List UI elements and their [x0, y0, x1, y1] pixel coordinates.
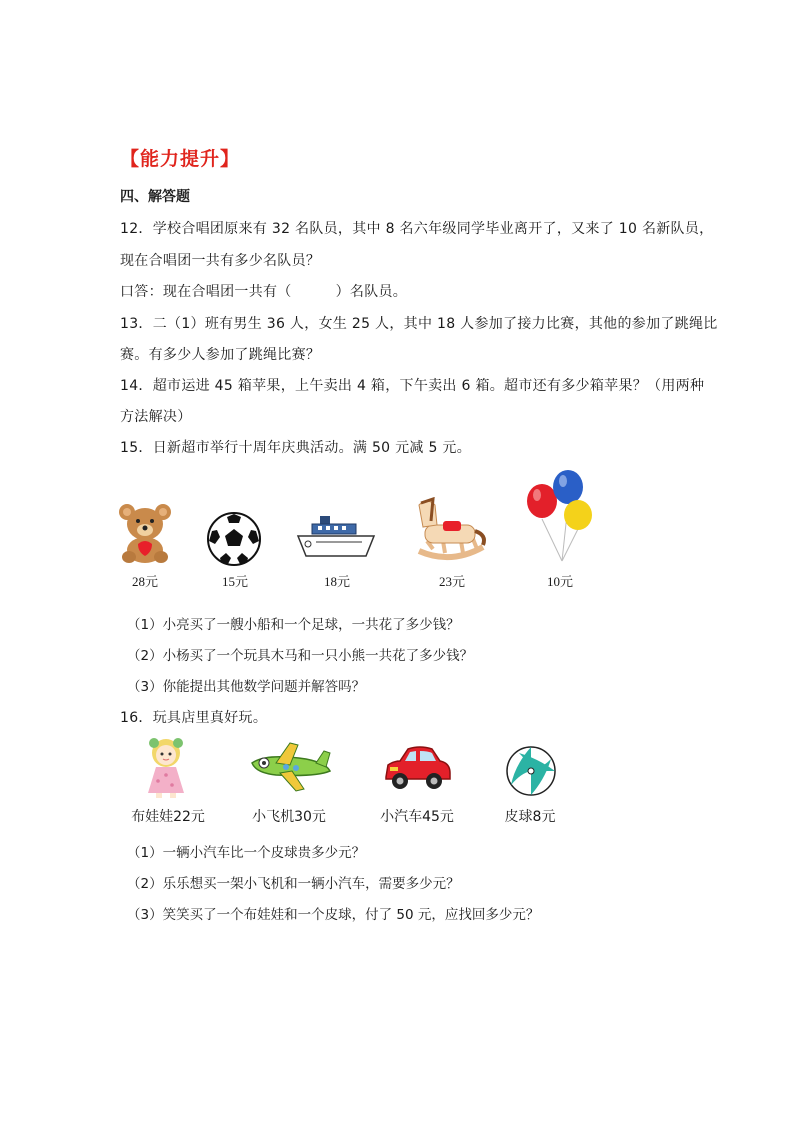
price-label: 18元 — [323, 574, 350, 589]
q12-answer — [120, 281, 407, 301]
toy-label: 布娃娃22元 — [131, 809, 205, 825]
balloons-icon — [520, 469, 596, 565]
q12-line2: 现在合唱团一共有多少名队员？ — [120, 253, 321, 269]
price-label: 15元 — [221, 574, 248, 589]
q15-sub3: （3）你能提出其他数学问题并解答吗？ — [127, 679, 366, 695]
teddy-bear-icon — [116, 502, 174, 564]
q16-sub3: （3）笑笑买了一个布娃娃和一个皮球，付了 50 元，应找回多少元？ — [127, 907, 540, 923]
q13-line2: 赛。有多少人参加了跳绳比赛？ — [120, 347, 321, 363]
doll-icon — [142, 735, 190, 799]
price-label: 23元 — [438, 574, 465, 589]
toy-label: 小飞机30元 — [252, 809, 326, 825]
q15-intro: 15．日新超市举行十周年庆典活动。满 50 元减 5 元。 — [120, 440, 472, 456]
q16-sub2: （2）乐乐想买一架小飞机和一辆小汽车，需要多少元？ — [127, 876, 460, 892]
q16-intro: 16．玩具店里真好玩。 — [120, 710, 268, 726]
toy-car-icon — [380, 743, 454, 793]
q15-sub2: （2）小杨买了一个玩具木马和一只小熊一共花了多少钱？ — [127, 648, 474, 664]
q12-line1: 12．学校合唱团原来有 32 名队员，其中 8 名六年级同学毕业离开了，又来了 10 名新队员， — [120, 221, 714, 237]
beach-ball-icon — [505, 745, 557, 797]
soccer-ball-icon — [206, 511, 262, 567]
price-label: 28元 — [131, 574, 158, 589]
price-label: 10元 — [546, 574, 573, 589]
q14-line2: 方法解决） — [120, 409, 192, 425]
rocking-horse-icon — [413, 497, 489, 563]
airplane-icon — [246, 741, 332, 793]
ship-icon — [296, 512, 376, 564]
toy-label: 小汽车45元 — [380, 809, 454, 825]
section-heading: 【能力提升】 — [120, 148, 241, 170]
section-title: 四、解答题 — [120, 189, 190, 205]
q16-sub1: （1）一辆小汽车比一个皮球贵多少元？ — [127, 845, 366, 861]
answer-suffix: ）名队员。 — [335, 284, 408, 300]
q14-line1: 14．超市运进 45 箱苹果，上午卖出 4 箱，下午卖出 6 箱。超市还有多少箱苹果？（用两种 — [120, 378, 705, 394]
q15-sub1: （1）小亮买了一艘小船和一个足球，一共花了多少钱？ — [127, 617, 460, 633]
answer-prefix: 口答：现在合唱团一共有（ — [120, 284, 292, 300]
q13-line1: 13．二（1）班有男生 36 人，女生 25 人，其中 18 人参加了接力比赛，其他的参加了跳绳比 — [120, 316, 718, 332]
toy-label: 皮球8元 — [504, 809, 556, 825]
